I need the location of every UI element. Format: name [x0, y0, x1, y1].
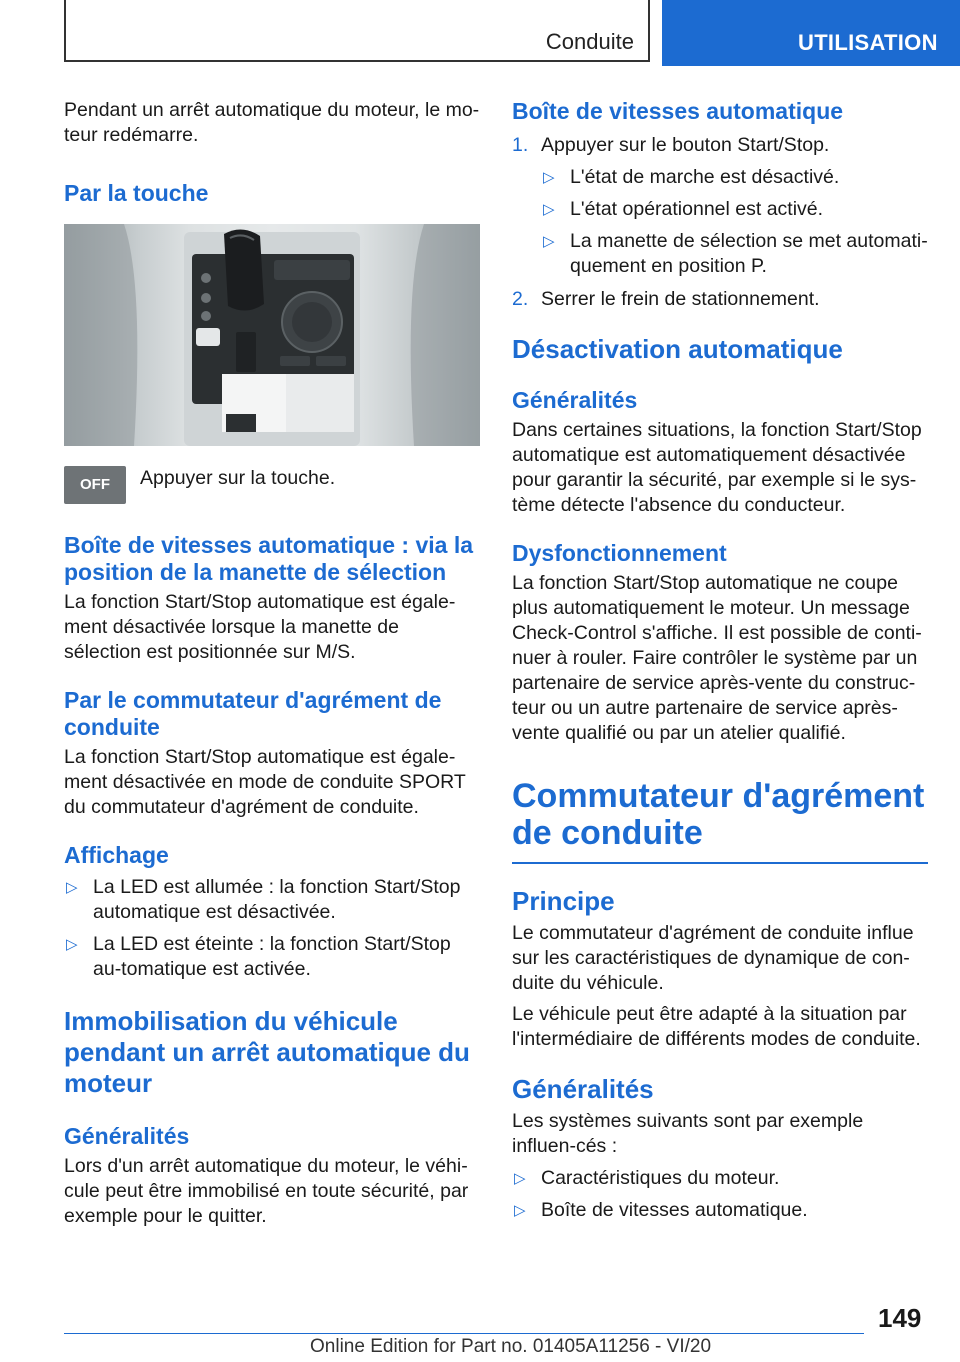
list-item: ▷ La manette de sélection se met automati-quement en position P. [543, 230, 928, 277]
heading-immobilisation: Immobilisation du véhicule pendant un arrêt automatique du moteur [64, 1006, 470, 1098]
heading-principe: Principe [512, 886, 615, 916]
bullet-triangle-icon: ▷ [66, 936, 78, 953]
heading-dysfonctionnement: Dysfonctionnement [512, 540, 727, 566]
chapter-tab [662, 0, 960, 66]
page-header [0, 0, 960, 66]
heading-generalites-2: Généralités [512, 1074, 654, 1104]
list-item: ▷ Caractéristiques du moteur. [514, 1167, 780, 1189]
bullet-triangle-icon: ▷ [543, 169, 555, 186]
list-item: ▷ La LED est allumée : la fonction Start/Stop automatique est désactivée. [66, 876, 461, 923]
chapter-title: UTILISATION [798, 30, 938, 55]
list-item: ▷ L'état opérationnel est activé. [543, 198, 824, 220]
left-column [64, 98, 480, 1229]
heading-affichage: Affichage [64, 842, 169, 868]
heading-par-commutateur: Par le commutateur d'agrément de conduite [64, 687, 442, 740]
edition-note: Online Edition for Part no. 01405A11256 - VI/20 [310, 1336, 712, 1357]
bullet-triangle-icon: ▷ [66, 879, 78, 896]
right-column [512, 98, 928, 1223]
heading-boite-automatique: Boîte de vitesses automatique [512, 98, 844, 124]
touche-text: Appuyer sur la touche. [140, 467, 336, 489]
list-item: ▷ L'état de marche est désactivé. [543, 166, 840, 188]
list-item: ▷ La LED est éteinte : la fonction Start/Stop au-tomatique est activée. [66, 933, 451, 980]
icon-label: OFF [80, 476, 110, 493]
section-title: Conduite [545, 29, 634, 54]
list-item: ▷ Boîte de vitesses automatique. [514, 1199, 808, 1221]
section-tab [64, 0, 650, 62]
heading-generalites-r: Généralités [512, 387, 638, 413]
generalites-2-text: Les systèmes suivants sont par exemple influen-cés : [512, 1110, 864, 1157]
heading-commutateur-main: Commutateur d'agrément de conduite [512, 778, 928, 864]
dysfonctionnement-text: La fonction Start/Stop automatique ne coupe plus automatiquement le moteur. Un message Check-Control s'affiche. Il est possible de conti-nuer à rouler. Faire contrôler le système par un partenaire de service après-vente du construc-teur ou un autre partenaire de service après-vente qualifié ou par un atelier qualifié. [512, 572, 922, 744]
heading-boite-via: Boîte de vitesses automatique : via la position de la manette de sélection [64, 532, 474, 585]
console-photo [64, 224, 480, 446]
numbered-step: 1. Appuyer sur le bouton Start/Stop. [512, 134, 830, 156]
heading-desactivation: Désactivation automatique [512, 334, 843, 364]
generalites-r-text: Dans certaines situations, la fonction Start/Stop automatique est automatiquement désactivée pour garantir la sécurité, par exemple si le sys-tème détecte l'absence du conducteur. [512, 419, 922, 516]
gear-selector-illustration [64, 224, 480, 446]
commutateur-text: La fonction Start/Stop automatique est égale-ment désactivée en mode de conduite SPORT du commutateur d'agrément de conduite. [64, 746, 466, 818]
icon-row [64, 466, 480, 504]
bullet-triangle-icon: ▷ [543, 201, 555, 218]
principe-text-1: Le commutateur d'agrément de conduite influe sur les caractéristiques de dynamique de con-duite du véhicule. [512, 922, 914, 994]
heading-generalites: Généralités [64, 1123, 190, 1149]
page-number: 149 [878, 1303, 922, 1333]
generalites-text: Lors d'un arrêt automatique du moteur, le véhi-cule peut être immobilisé en toute sécurité, par exemple pour le quitter. [64, 1155, 469, 1227]
footer-divider [64, 1333, 864, 1334]
bullet-triangle-icon: ▷ [514, 1170, 526, 1187]
boite-via-text: La fonction Start/Stop automatique est égale-ment désactivée lorsque la manette de sélection est positionnée sur M/S. [64, 591, 456, 663]
heading-par-la-touche: Par la touche [64, 180, 209, 206]
numbered-step: 2. Serrer le frein de stationnement. [512, 288, 820, 310]
bullet-triangle-icon: ▷ [514, 1202, 526, 1219]
bullet-triangle-icon: ▷ [543, 233, 555, 250]
principe-text-2: Le véhicule peut être adapté à la situation par l'intermédiaire de différents modes de conduite. [512, 1003, 921, 1050]
intro-text: Pendant un arrêt automatique du moteur, le mo-teur redémarre. [64, 99, 480, 146]
auto-start-stop-off-icon [64, 466, 126, 504]
